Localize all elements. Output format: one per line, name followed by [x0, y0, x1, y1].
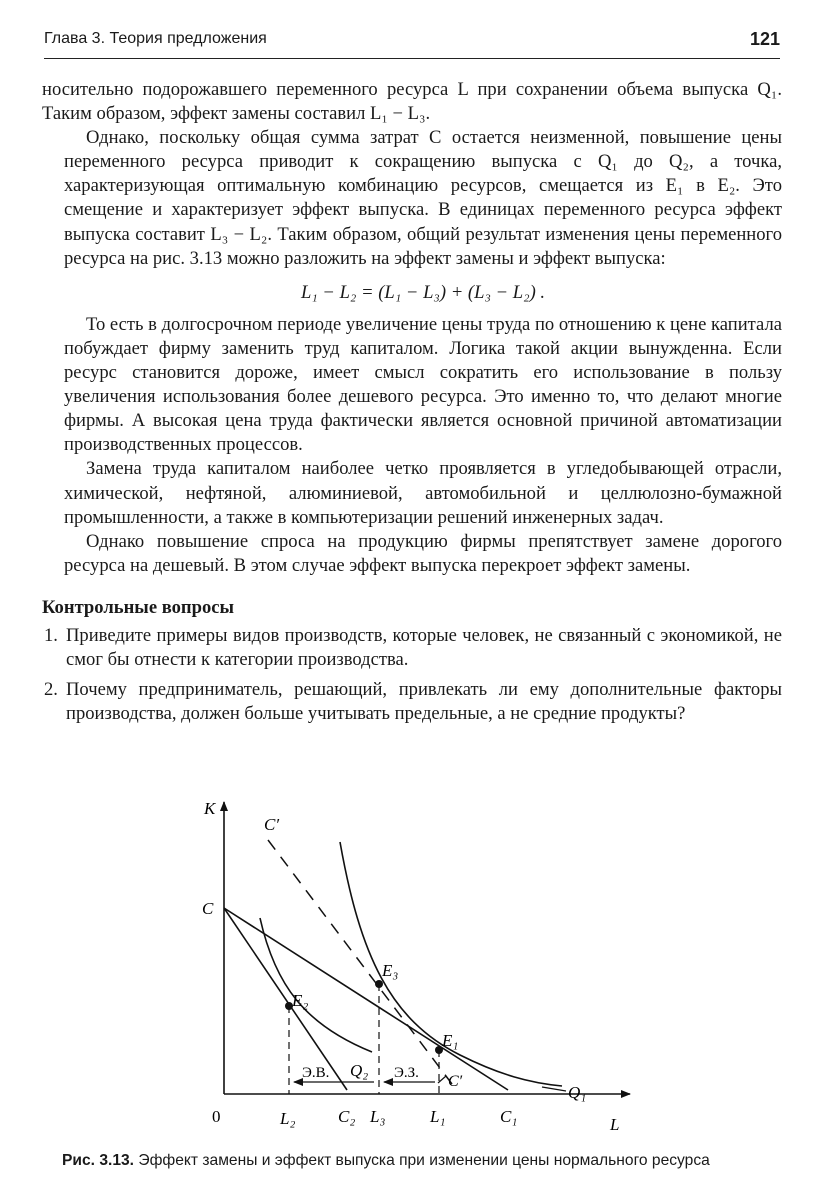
- paragraph: носительно подорожавшего переменного ресурса L при сохранении объема выпуска Q₁. Таким образом, эффект замены составил L₁ − L₃.: [42, 79, 782, 125]
- c-prime-bottom-label: C′: [448, 1073, 463, 1090]
- budget-line-c-c2: [224, 908, 347, 1090]
- figure-3-13: [190, 790, 650, 1140]
- e2-label: E₂: [292, 991, 309, 1010]
- chapter-title: Глава 3. Теория предложения: [44, 30, 267, 47]
- page-number: 121: [749, 29, 780, 49]
- main-text: [42, 78, 782, 732]
- caption-label: Рис. 3.13.: [62, 1152, 135, 1169]
- paragraph: То есть в долгосрочном периоде увеличение цены труда по отношению к цене капитала побуждает фирму заменить труд капиталом. Логика такой акции вынужденна. Если ресурс становится дороже, имеет смысл сократить его использование в пользу увеличения использования более дешевого ресурса. Это именно то, что делают многие фирмы. А высокая цена труда фактически является основной причиной автоматизации производственных процессов.: [64, 313, 782, 456]
- question-number: 1.: [44, 624, 58, 646]
- formula: L₁ − L₂ = (L₁ − L₃) + (L₃ − L₂) .: [300, 281, 546, 303]
- questions-list: [42, 624, 782, 726]
- q1-label: Q₁: [568, 1083, 587, 1102]
- figure-caption: [62, 1152, 782, 1170]
- k-axis-label: K: [204, 799, 216, 818]
- q1-leader: [542, 1087, 566, 1091]
- question-number: 2.: [44, 679, 58, 701]
- isoquant-diagram: [190, 790, 650, 1140]
- c1-label: C₁: [500, 1107, 518, 1126]
- l-axis-label: L: [610, 1115, 620, 1134]
- page-header: [44, 24, 780, 59]
- question-text: Почему предприниматель, решающий, привлекать ли ему дополнительные факторы производства, должен больше учитывать предельные, а не средние продукты?: [66, 679, 782, 725]
- l3-label: L₃: [370, 1107, 386, 1126]
- e3-label: E₃: [382, 961, 399, 980]
- c-label: C: [202, 899, 214, 918]
- paragraph: Однако, поскольку общая сумма затрат C остается неизменной, повышение цены переменного ресурса приводит к сокращению выпуска с Q₁ до Q₂, а точка, характеризующая оптимальную комбинацию ресурсов, смещается из E₁ в E₂. Это смещение и характеризует эффект выпуска. В единицах переменного ресурса эффект выпуска составит L₃ − L₂. Таким образом, общий результат изменения цены переменного ресурса на рис. 3.13 можно разложить на эффект замены и эффект выпуска:: [64, 127, 782, 269]
- output-effect-label: Э.В.: [302, 1065, 330, 1081]
- paragraph: Однако повышение спроса на продукцию фирмы препятствует замене дорогого ресурса на дешевый. В этом случае эффект выпуска перекроет эффект замены.: [64, 530, 782, 576]
- point-e3: [375, 980, 383, 988]
- l1-label: L₁: [430, 1107, 446, 1126]
- l2-label: L₂: [280, 1109, 296, 1128]
- list-item: [42, 624, 782, 672]
- e1-label: E₁: [442, 1031, 459, 1050]
- q2-label: Q₂: [350, 1061, 369, 1080]
- caption-text: Эффект замены и эффект выпуска при изменении цены нормального ресурса: [138, 1152, 710, 1169]
- substitution-effect-label: Э.З.: [394, 1065, 419, 1081]
- list-item: [42, 678, 782, 726]
- c-prime-top-label: C′: [264, 815, 280, 834]
- paragraph: Замена труда капиталом наиболее четко проявляется в угледобывающей отрасли, химической, нефтяной, алюминиевой, автомобильной и целлюлозно-бумажной промышленности, а также в компьютеризации решений инженерных задач.: [64, 458, 782, 528]
- origin-label: 0: [212, 1107, 221, 1126]
- c2-label: C₂: [338, 1107, 356, 1126]
- questions-title: Контрольные вопросы: [42, 596, 235, 618]
- question-text: Приведите примеры видов производств, которые человек, не связанный с экономикой, не смог бы отнести к категории производства.: [66, 624, 782, 671]
